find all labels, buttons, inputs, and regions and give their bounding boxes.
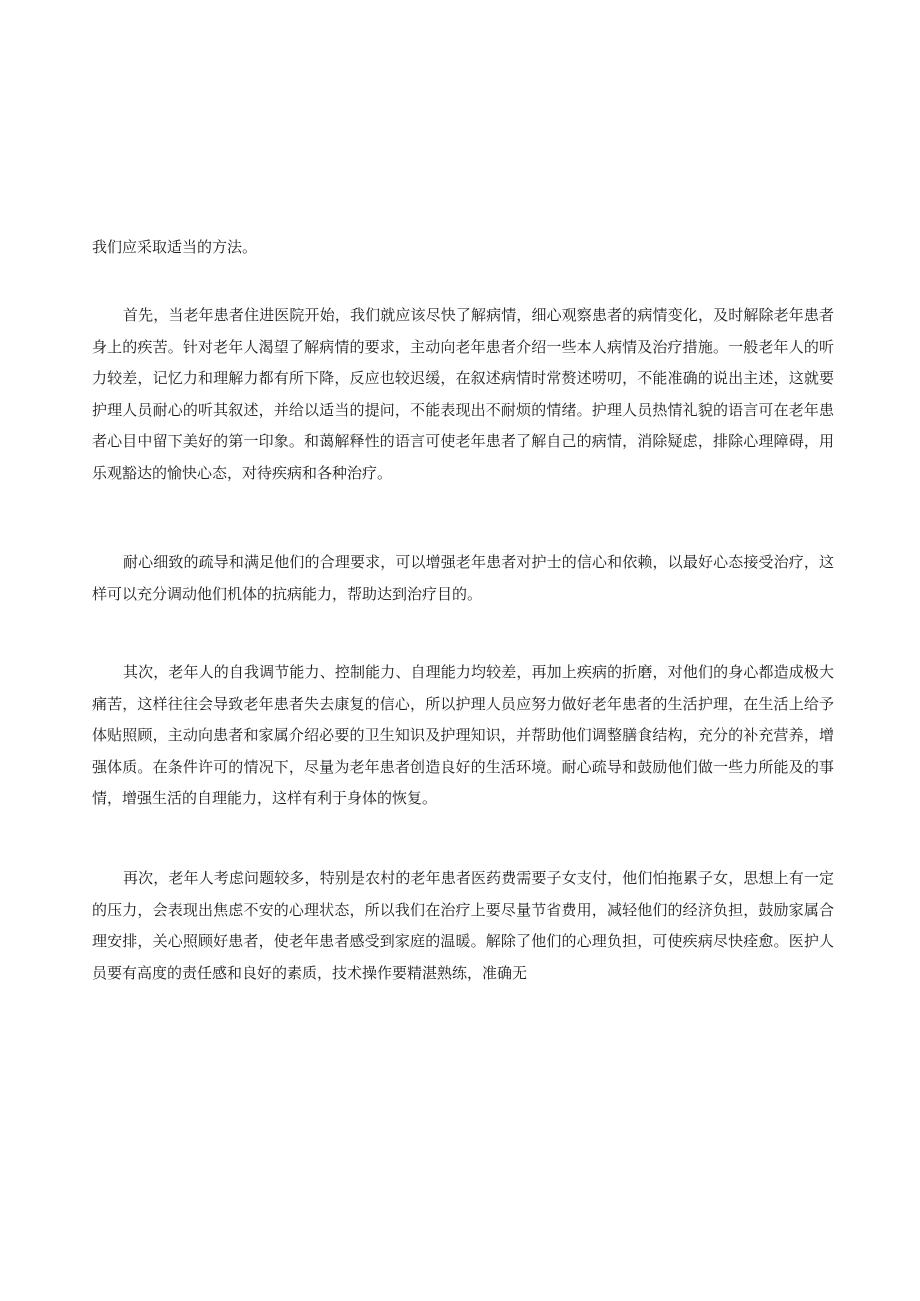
lead-line-text: 我们应采取适当的方法。 bbox=[92, 238, 258, 256]
paragraph-patience bbox=[92, 547, 834, 610]
paragraph-third bbox=[92, 863, 834, 989]
paragraph-text: 再次，老年人考虑问题较多，特别是农村的老年患者医药费需要子女支付，他们怕拖累子女，思想上有一定的压力，会表现出焦虑不安的心理状态，所以我们在治疗上要尽量节省费用，减轻他们的经济负担，鼓励家属合理安排，关心照顾好患者，使老年患者感受到家庭的温暖。解除了他们的心理负担，可使疾病尽快痊愈。医护人员要有高度的责任感和良好的素质，技术操作要精湛熟练，准确无 bbox=[92, 869, 834, 982]
paragraph-first bbox=[92, 300, 834, 489]
paragraph-text: 首先，当老年患者住进医院开始，我们就应该尽快了解病情，细心观察患者的病情变化，及时解除老年患者身上的疾苦。针对老年人渴望了解病情的要求，主动向老年患者介绍一些本人病情及治疗措施。一般老年人的听力较差，记忆力和理解力都有所下降，反应也较迟缓，在叙述病情时常赘述唠叨，不能准确的说出主述，这就要护理人员耐心的听其叙述，并给以适当的提问，不能表现出不耐烦的情绪。护理人员热情礼貌的语言可在老年患者心目中留下美好的第一印象。和蔼解释性的语言可使老年患者了解自己的病情，消除疑虑，排除心理障碍，用乐观豁达的愉快心态，对待疾病和各种治疗。 bbox=[92, 306, 834, 482]
lead-line bbox=[92, 232, 834, 264]
paragraph-second bbox=[92, 657, 834, 815]
paragraph-text: 耐心细致的疏导和满足他们的合理要求，可以增强老年患者对护士的信心和依赖，以最好心态接受治疗，这样可以充分调动他们机体的抗病能力，帮助达到治疗目的。 bbox=[92, 553, 834, 603]
paragraph-text: 其次，老年人的自我调节能力、控制能力、自理能力均较差，再加上疾病的折磨，对他们的身心都造成极大痛苦，这样往往会导致老年患者失去康复的信心，所以护理人员应努力做好老年患者的生活护理，在生活上给予体贴照顾，主动向患者和家属介绍必要的卫生知识及护理知识，并帮助他们调整膳食结构，充分的补充营养，增强体质。在条件许可的情况下，尽量为老年患者创造良好的生活环境。耐心疏导和鼓励他们做一些力所能及的事情，增强生活的自理能力，这样有利于身体的恢复。 bbox=[92, 663, 834, 807]
